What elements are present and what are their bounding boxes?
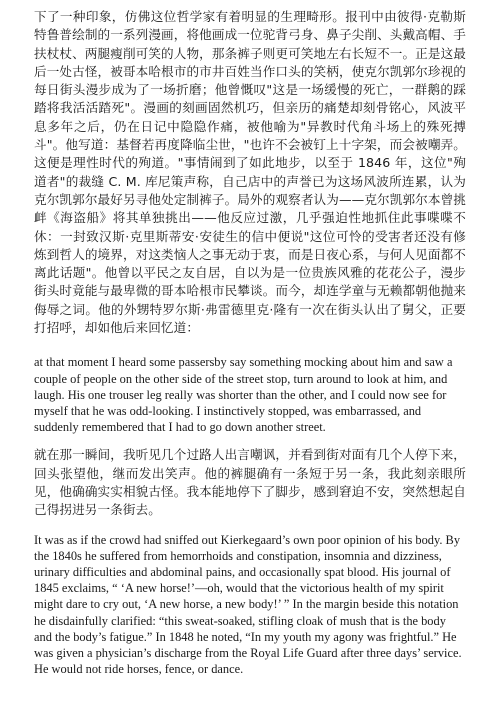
paragraph-chinese-1: 下了一种印象，仿佛这位哲学家有着明显的生理畸形。报刊中由彼得·克勒斯特鲁普绘制的一系列漫画，将他画成一位驼背弓身、鼻子尖削、头戴高帽、手扶杖杖、两腿瘦削可笑的人物，那条裤子则更可笑地左右长短不一。正是这最后一处古怪，被哥本哈根市的市井百姓当作口头的笑柄，使克尔凯郭尔珍视的每日街头漫步成为了一场折磨；他曾慨叹"这是一场缓慢的死亡，一群鹅的踩踏将我活活踏死"。漫画的刻画固然机巧，但亲历的痛楚却刻骨铭心，风波平息多年之后，仍在日记中隐隐作痛，被他喻为"异教时代角斗场上的殊死搏斗"。他写道：基督若再度降临尘世，"也许不会被钉上十字架，而会被嘲弄。这便是理性时代的殉道。"事情闹到了如此地步，以至于 1846 年，这位"殉道者"的裁缝 C. M. 库尼策声称，自己店中的声誉已为这场风波所连累，认为克尔凯郭尔最好另寻他处定制裤子。局外的观察者认为——克尔凯郭尔本曾挑衅《海盗船》将其单独挑出——他反应过激，几乎强迫性地抓住此事喋喋不休：一封致汉斯·克里斯蒂安·安徒生的信中便说"这位可怜的受害者还没有修炼到哲人的境界，对这类恼人之事无动于衷，而是日夜心系，与何人见面都不离此话题"。他曾以平民之友自居，自以为是一位贵族风雅的花花公子，漫步街头时竟能与最卑微的哥本哈根市民攀谈。而今，却连学童与无赖都朝他抛来侮辱之词。他的外甥特罗尔斯·弗雷德里克·隆有一次在街头认出了舅父，正要打招呼，却如他后来回忆道： (34, 9, 466, 336)
paragraph-english-2: It was as if the crowd had sniffed out Kierkegaard’s own poor opinion of his body. By the 1840s he suffered from hemorrhoids and constipation, insomnia and dizziness, urinary difficulties and abdominal pains, and occasionally spat blood. His journal of 1845 exclaims, “ ‘A new horse!’—oh, would that the victorious health of my spirit might dare to cry out, ‘A new horse, a new body!’ ” In the margin beside this notation he disdainfully clarified: “this sweat-soaked, stifling cloak of mush that is the body and the body’s fatigue.” In 1848 he noted, “In my youth my agony was frightful.” He was given a physician’s discharge from the Royal Life Guard after three days’ service. He would not ride horses, fence, or dance. (34, 532, 462, 677)
paragraph-chinese-translation: 就在那一瞬间，我听见几个过路人出言嘲讽，并看到街对面有几个人停下来，回头张望他，继而发出笑声。他的裤腿确有一条短于另一条，我此刻亲眼所见，他确确实实相貌古怪。我本能地停下了脚步，感到窘迫不安，突然想起自己得拐进另一条街去。 (34, 447, 466, 518)
paragraph-english-quote: at that moment I heard some passersby say something mocking about him and saw a couple of people on the other side of the street stop, turn around to look at him, and laugh. His one trouser leg really was shorter than the other, and I could now see for myself that he was odd-looking. I instinctively stopped, was embarrassed, and suddenly remembered that I had to go down another street. (34, 355, 453, 435)
